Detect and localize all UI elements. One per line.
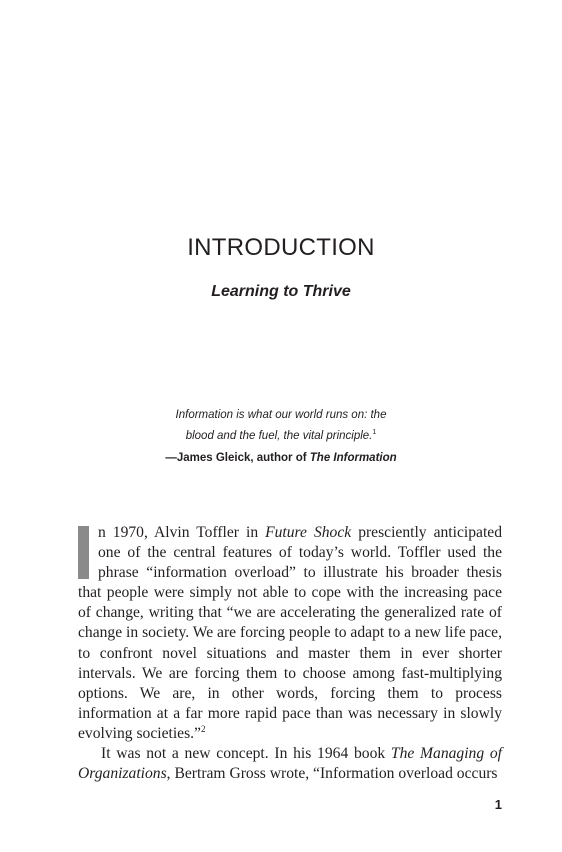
epigraph-quote-line-2-text: blood and the fuel, the vital principle. — [185, 430, 373, 442]
chapter-subtitle: Learning to Thrive — [211, 283, 351, 300]
epigraph-footnote-marker: 1 — [372, 429, 377, 437]
body-text — [78, 523, 502, 784]
paragraph-1-text: presciently anticipated one of the central features of today’s world. Toffler used the phrase “information overload” to illustrate his broader thesis that people were simply not able to cope with the increasing pace of change, writing that “we are accelerating the generalized rate of change in society. We are forcing people to adapt to a new life pace, to confront novel situations and master them in ever shorter intervals. We are forcing them to choose among fast-multiplying options. We are, in other words, forcing them to process information at a far more rapid pace than was necessary in slowly evolving societies.” — [78, 524, 502, 742]
paragraph-1-lead: n 1970, Alvin Toffler in — [98, 524, 266, 541]
book-title-future-shock: Future Shock — [265, 524, 352, 541]
page-number: 1 — [494, 797, 502, 812]
epigraph-quote-line-1: Information is what our world runs on: the — [175, 409, 387, 421]
paragraph-2-text: , Bertram Gross wrote, “Information overload occurs — [166, 765, 498, 783]
drop-cap-bar — [78, 526, 89, 579]
book-title-managing-of-organizations: The Managing of Organizations — [78, 745, 502, 783]
paragraph-1 — [78, 523, 502, 744]
epigraph-attribution-author: —James Gleick, author of — [165, 452, 310, 464]
epigraph-attribution — [0, 448, 562, 469]
epigraph — [0, 405, 562, 469]
epigraph-quote-line-2 — [0, 426, 562, 447]
paragraph-1-footnote-marker: 2 — [200, 723, 206, 734]
paragraph-2 — [78, 744, 502, 784]
paragraph-2-lead: It was not a new concept. In his 1964 book — [101, 745, 391, 763]
epigraph-attribution-work: The Information — [309, 452, 397, 464]
chapter-title: INTRODUCTION — [187, 234, 375, 261]
